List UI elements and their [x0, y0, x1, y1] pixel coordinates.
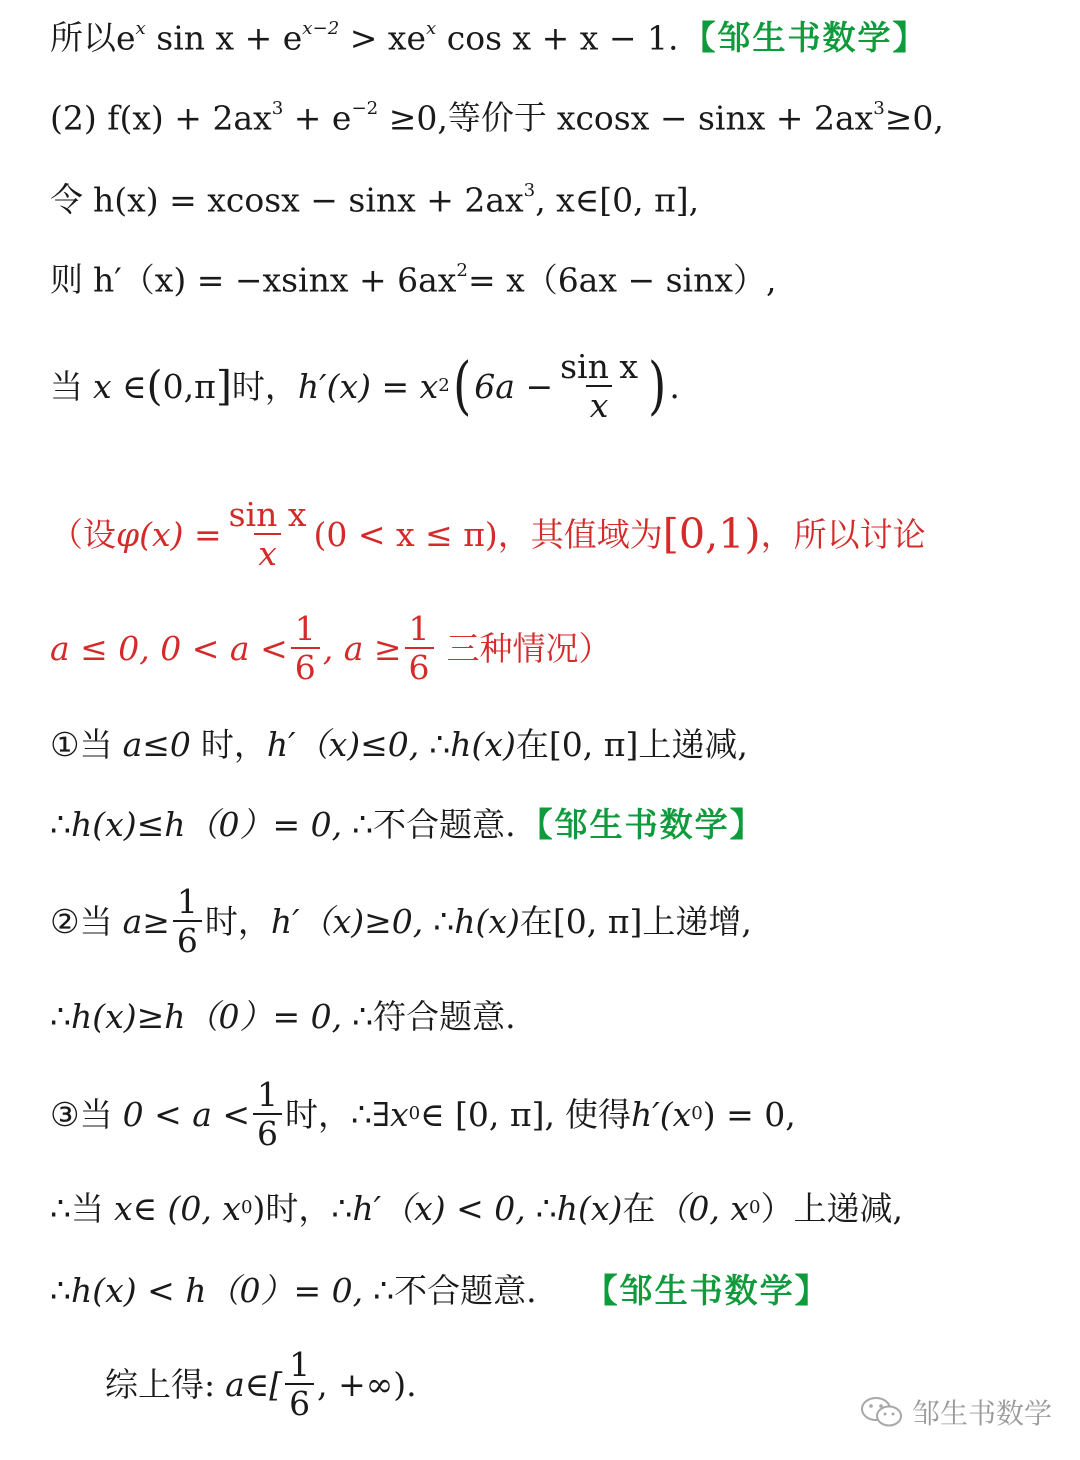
- fraction-sinx-over-x: $\frac{\text{sin x}}{x}$: [560, 347, 638, 425]
- fraction-one-sixth: $\frac{1}{6}$: [285, 1348, 314, 1420]
- expr-2b: $xcosx - \sin x + 2ax^3\ge 0$,: [556, 98, 944, 138]
- text-suoyi: 所以: [50, 17, 116, 57]
- line-12-case-3: ③ 当 0 < a < $\frac{1}{6}$ 时， ∴ ∃ x 0 ∈ [0, π], 使得 h′(x 0 ) = 0,: [50, 1075, 796, 1153]
- fraction-one-sixth: $\frac{1}{6}$: [253, 1078, 282, 1150]
- fraction-one-sixth: $\frac{1}{6}$: [291, 612, 320, 684]
- text-set: （设: [50, 514, 116, 554]
- brand-tag: 【邹生书数学】: [519, 805, 765, 844]
- line-2: [50, 97, 944, 138]
- fraction-phi: $\frac{\text{sin x}}{x}$: [228, 495, 307, 573]
- line-13: ∴ 当 x∈ (0, x 0 ) 时， ∴ h′（x) < 0, ∴ h(x) 在 （0, x 0 ） 上递减,: [50, 1189, 904, 1228]
- line-6-note: （设 φ(x) = $\frac{\text{sin x}}{x}$ (0 < x ≤ π) ，其值域为 [0,1) ，所以讨论: [50, 495, 926, 573]
- text-conclusion: 综上得:: [105, 1364, 216, 1404]
- expr-3: $h(x) = xcosx - \sin x + 2ax^3$, x∈[0, π],: [93, 180, 700, 220]
- expr-2a: (2) $f(x) + 2ax^3 + e^{-2} \ge 0$,: [50, 98, 448, 138]
- fraction-one-sixth: $\frac{1}{6}$: [405, 612, 434, 684]
- text-when: 当: [50, 366, 83, 406]
- line-10-case-2: ② 当 a≥ $\frac{1}{6}$ 时， h′（x)≥0, ∴ h(x) 在 [0, π] 上递增,: [50, 882, 752, 960]
- text-let: 令: [50, 179, 83, 219]
- line-3: [50, 179, 700, 220]
- case-3-marker: ③: [50, 1094, 80, 1134]
- text-discuss: ，所以讨论: [760, 514, 926, 554]
- line-14: ∴ h(x) < h（0）= 0, ∴ 不合题意. 【邹生书数学】: [50, 1271, 830, 1310]
- line-5: 当 x ∈ ( 0,π ] 时， h′ (x) = x 2 ( 6a − $\frac{\text{sin x}}{x}$ ) .: [50, 347, 680, 425]
- text-equivalent: 等价于: [447, 97, 547, 137]
- brand-tag: 【邹生书数学】: [682, 17, 928, 57]
- fraction-one-sixth: $\frac{1}{6}$: [173, 885, 202, 957]
- line-1: [50, 17, 928, 58]
- brand-tag: 【邹生书数学】: [584, 1271, 830, 1310]
- text-three-cases: 三种情况）: [446, 628, 612, 668]
- text-range: ，其值域为: [497, 514, 663, 554]
- expr-1: $e^x$ $\sin x + e^{x-2} > xe^x$ cos x + x − 1.: [116, 18, 679, 58]
- wechat-icon: [860, 1395, 904, 1429]
- watermark: [860, 1392, 1052, 1432]
- expr-4: $h'(x) = -xsinx + 6ax^2= x(6ax - \sin x)$,: [93, 260, 777, 300]
- line-11: ∴ h(x)≥h（0）= 0, ∴ 符合题意.: [50, 997, 516, 1036]
- watermark-text: 邹生书数学: [912, 1397, 1053, 1430]
- text-time: 时，: [231, 366, 298, 406]
- text-then: 则: [50, 259, 83, 299]
- line-8-case-1: ① 当 a≤0 时， h′（x)≤0, ∴ h(x) 在 [0, π] 上递减,: [50, 725, 748, 764]
- line-15-conclusion: 综上得: a∈[ $\frac{1}{6}$ , +∞).: [105, 1345, 417, 1423]
- case-1-marker: ①: [50, 725, 80, 764]
- line-4: [50, 259, 777, 300]
- line-7-note: a ≤ 0, 0 < a < $\frac{1}{6}$ , a ≥ $\frac{1}{6}$ 三种情况）: [50, 609, 612, 687]
- case-2-marker: ②: [50, 901, 80, 941]
- line-9: ∴ h(x)≤h（0）= 0, ∴ 不合题意. 【邹生书数学】: [50, 805, 765, 844]
